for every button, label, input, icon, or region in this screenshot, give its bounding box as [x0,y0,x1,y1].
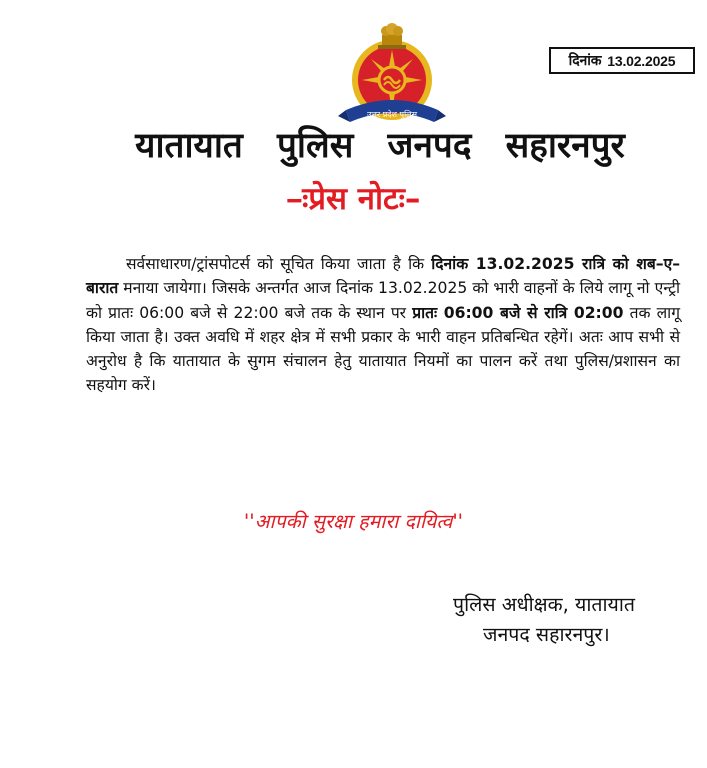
date-label: दिनांक [568,52,602,68]
body-bold-date-event: दिनांक 13.02.2025 रात्रि को शब–ए–बारात [86,255,681,298]
press-note-body [86,252,680,398]
signature-district: जनपद सहारनपुर। [483,623,610,646]
emblem-ribbon-text: उत्तर प्रदेश पुलिस [367,110,417,119]
signature-designation: पुलिस अधीक्षक, यातायात [453,593,636,616]
signature-block [453,590,683,650]
slogan: ''आपकी सुरक्षा हमारा दायित्व'' [243,510,464,533]
body-bold-timing: प्रातः 06:00 बजे से रात्रि 02:00 [412,303,624,322]
body-text-part-1: सर्वसाधारण/ट्रांसपोटर्स को सूचित किया जाता है कि [126,255,432,273]
date-box [549,47,695,74]
press-note-heading: –ःप्रेस नोटः– [286,181,421,217]
body-text-part-3: तक लागू किया जाता है। उक्त अवधि में शहर क्षेत्र में सभी प्रकार के भारी वाहन प्रतिबन्धित रहेगें। अतः आप सभी से अनुरोध है कि यातायात के सुगम संचालन हेतु यातायात नियमों का पालन करें तथा पुलिस/प्रशासन का सहयोग करें। [86,303,681,395]
up-police-emblem-icon [338,20,446,124]
page-title: यातायात पुलिस जनपद सहारनपुर [135,126,625,166]
date-value: 13.02.2025 [607,52,676,69]
body-text-part-2: मनाया जायेगा। जिसके अन्तर्गत आज दिनांक 13.02.2025 को भारी वाहनों के लिये लागू नो एन्ट्री को प्रातः 06:00 बजे से 22:00 बजे तक के स्थान पर [86,279,680,322]
